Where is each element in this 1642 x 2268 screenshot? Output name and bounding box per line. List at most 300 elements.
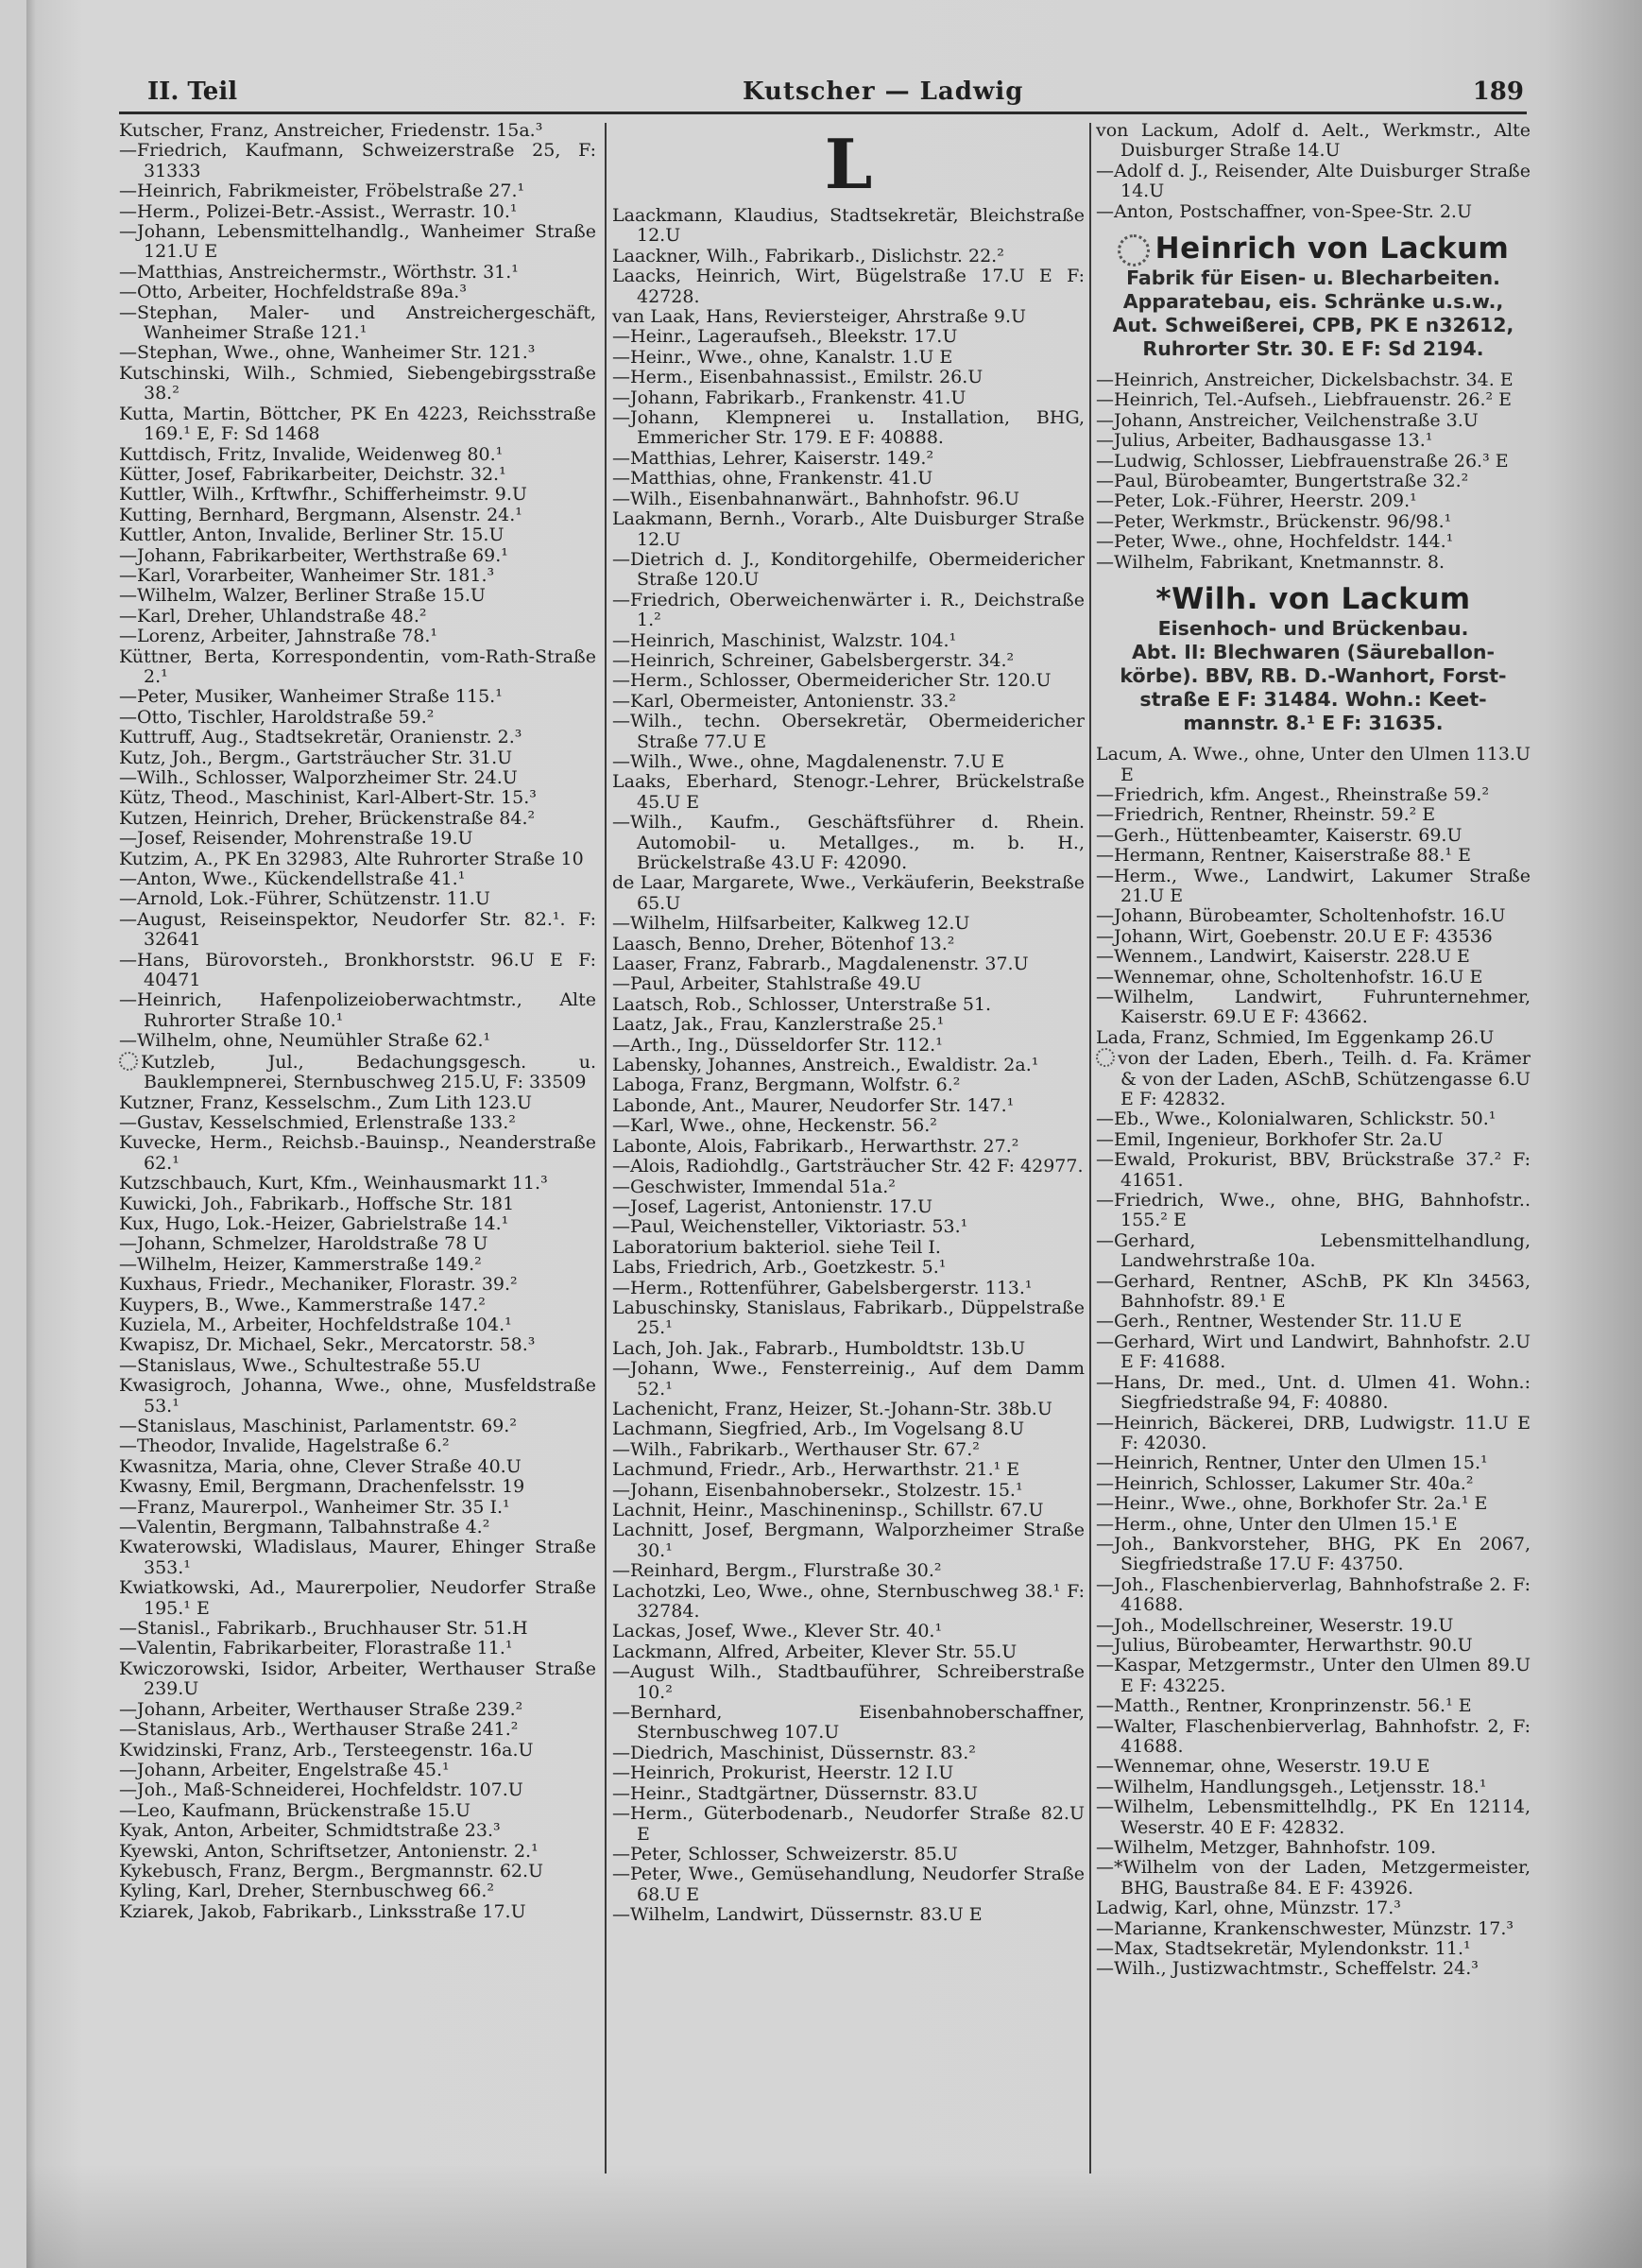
directory-entry <box>119 181 596 201</box>
directory-entry <box>612 712 1085 752</box>
directory-entry <box>1096 1332 1531 1373</box>
directory-entry <box>612 1279 1085 1298</box>
entry-text: —Wennemar, ohne, Weserstr. 19.U E <box>1096 1756 1430 1778</box>
directory-entry <box>612 651 1085 671</box>
wreath-icon <box>1096 1048 1115 1067</box>
entry-text: —Joh., Modellschreiner, Weserstr. 19.U <box>1096 1614 1454 1636</box>
entry-text: Laatsch, Rob., Schlosser, Unterstraße 51. <box>612 993 992 1015</box>
entry-text: Kux, Hugo, Lok.-Heizer, Gabrielstraße 14.¹ <box>119 1212 509 1234</box>
entry-text: —Matthias, Anstreichermstr., Wörthstr. 31.¹ <box>119 261 519 283</box>
directory-entry <box>612 974 1085 994</box>
entry-text: —Anton, Postschaffner, von-Spee-Str. 2.U <box>1096 200 1472 222</box>
directory-entry <box>1096 162 1531 202</box>
directory-entry <box>612 1561 1085 1581</box>
entry-text: —Johann, Arbeiter, Engelstraße 45.¹ <box>119 1759 450 1780</box>
entry-text: —Julius, Arbeiter, Badhausgasse 13.¹ <box>1096 430 1433 452</box>
directory-entry <box>119 343 596 363</box>
directory-entry <box>612 1036 1085 1056</box>
entry-text: —Wilhelm, Metzger, Bahnhofstr. 109. <box>1096 1837 1437 1859</box>
directory-entry <box>119 465 596 485</box>
directory-entry <box>119 869 596 889</box>
directory-entry <box>119 364 596 404</box>
directory-entry <box>1096 1636 1531 1656</box>
directory-entry <box>119 1275 596 1295</box>
entry-text: —Peter, Schlosser, Schweizerstr. 85.U <box>612 1843 958 1864</box>
entry-text: Kyewski, Anton, Schriftsetzer, Antonienstr. 2.¹ <box>119 1840 539 1862</box>
entry-text: —Wilh., techn. Obersekretär, Obermeidericher Straße 77.U E <box>612 711 1085 752</box>
directory-entry <box>1096 431 1531 451</box>
column-divider <box>1089 123 1091 2174</box>
ad-line: Fabrik für Eisen- u. Blecharbeiten. <box>1126 266 1500 290</box>
directory-entry <box>612 1622 1085 1641</box>
entry-text: —Herm., Güterbodenarb., Neudorfer Straße 82.U E <box>612 1803 1085 1845</box>
directory-entry <box>119 1761 596 1780</box>
directory-entry <box>119 809 596 829</box>
wreath-icon <box>1118 234 1150 266</box>
entry-text: —Wilhelm, Hilfsarbeiter, Kalkweg 12.U <box>612 913 970 935</box>
entry-text: —Eb., Wwe., Kolonialwaren, Schlickstr. 50.¹ <box>1096 1108 1497 1130</box>
directory-entry <box>612 1116 1085 1136</box>
entry-text: Kutzner, Franz, Kesselschm., Zum Lith 123.U <box>119 1091 533 1113</box>
entry-text: Laackner, Wilh., Fabrikarb., Dislichstr. 22.² <box>612 245 1004 266</box>
directory-entry <box>1096 1373 1531 1414</box>
ad-line: Abt. II: Blechwaren (Säureballon- <box>1132 641 1495 664</box>
directory-entry <box>612 1157 1085 1177</box>
entry-text: —Joh., Flaschenbierverlag, Bahnhofstraße 2. F: 41688. <box>1096 1573 1531 1616</box>
directory-entry <box>612 1419 1085 1439</box>
directory-entry <box>119 910 596 951</box>
entry-text: —Heinr., Wwe., ohne, Borkhofer Str. 2a.¹ E <box>1096 1493 1488 1515</box>
directory-entry <box>119 748 596 768</box>
directory-entry <box>612 1258 1085 1278</box>
entry-text: —Hans, Bürovorsteh., Bronkhorststr. 96.U E F: 40471 <box>119 949 596 991</box>
directory-entry <box>1096 846 1531 866</box>
directory-entry <box>1096 745 1531 785</box>
entry-text: Kwapisz, Dr. Michael, Sekr., Mercatorstr. 58.³ <box>119 1334 536 1356</box>
directory-entry <box>119 829 596 849</box>
directory-entry <box>119 1376 596 1417</box>
entry-text: —Wilhelm, Heizer, Kammerstraße 149.² <box>119 1253 482 1275</box>
entry-text: —Johann, Eisenbahnobersekr., Stolzestr. 15.¹ <box>612 1479 1023 1501</box>
directory-entry <box>1096 532 1531 552</box>
entry-text: —Karl, Obermeister, Antonienstr. 33.² <box>612 690 956 712</box>
directory-entry <box>119 1335 596 1355</box>
entry-text: —Matthias, ohne, Frankenstr. 41.U <box>612 468 933 490</box>
entry-text: Kuttdisch, Fritz, Invalide, Weidenweg 80.¹ <box>119 443 504 465</box>
directory-entry <box>612 995 1085 1015</box>
directory-entry <box>119 1052 596 1093</box>
directory-entry <box>612 1015 1085 1035</box>
directory-entry <box>119 485 596 505</box>
directory-entry <box>1096 1048 1531 1109</box>
directory-entry <box>119 1619 596 1639</box>
entry-text: —Joh., Maß-Schneiderei, Hochfeldstr. 107.U <box>119 1779 523 1801</box>
entry-text: —Peter, Werkmstr., Brückenstr. 96/98.¹ <box>1096 510 1452 532</box>
entry-text: —Diedrich, Maschinist, Düssernstr. 83.² <box>612 1742 976 1763</box>
entry-text: —Wilhelm, Handlungsgeh., Letjensstr. 18.¹ <box>1096 1776 1487 1797</box>
directory-entry <box>612 206 1085 247</box>
directory-entry <box>119 1498 596 1518</box>
directory-entry <box>1096 1939 1531 1959</box>
directory-entry <box>612 1096 1085 1116</box>
entry-text: —Gustav, Kesselschmied, Erlenstraße 133.² <box>119 1111 516 1133</box>
page-header <box>147 77 1524 112</box>
entry-text: —Stephan, Maler- und Anstreichergeschäft, Wanheimer Straße 121.¹ <box>119 301 596 344</box>
directory-entry <box>612 1481 1085 1501</box>
entry-text: —Paul, Weichensteller, Viktoriastr. 53.¹ <box>612 1216 968 1238</box>
entry-text: Lada, Franz, Schmied, Im Eggenkamp 26.U <box>1096 1026 1495 1048</box>
directory-entry <box>612 509 1085 550</box>
entry-text: Kuwicki, Joh., Fabrikarb., Hoffsche Str. 181 <box>119 1193 515 1214</box>
directory-entry <box>1096 1414 1531 1454</box>
directory-entry <box>119 1417 596 1436</box>
directory-entry <box>119 222 596 263</box>
directory-entry <box>119 1315 596 1335</box>
directory-entry <box>119 263 596 283</box>
column-right <box>1096 121 1531 1980</box>
entry-text: Lacum, A. Wwe., ohne, Unter den Ulmen 113.U E <box>1096 744 1531 785</box>
entry-text: —Wilhelm, Fabrikant, Knetmannstr. 8. <box>1096 551 1445 573</box>
directory-entry <box>119 1902 596 1922</box>
entry-text: —Otto, Tischler, Haroldstraße 59.² <box>119 706 435 728</box>
directory-entry <box>119 788 596 808</box>
entry-text: —Heinrich, Maschinist, Walzstr. 104.¹ <box>612 629 957 651</box>
directory-entry <box>1096 1231 1531 1272</box>
entry-text: —Paul, Bürobeamter, Bungertstraße 32.² <box>1096 471 1469 492</box>
entry-text: —Stanisl., Fabrikarb., Bruchhauser Str. 51.H <box>119 1618 528 1640</box>
entry-text: —Matth., Rentner, Kronprinzenstr. 56.¹ E <box>1096 1695 1472 1717</box>
entry-text: —Johann, Arbeiter, Werthauser Straße 239.² <box>119 1698 523 1720</box>
entry-text: Laaser, Franz, Fabrarb., Magdalenenstr. 37.U <box>612 954 1029 975</box>
directory-entry <box>1096 472 1531 491</box>
directory-entry <box>612 1177 1085 1197</box>
directory-entry <box>1096 202 1531 222</box>
entry-text: —Valentin, Fabrikarbeiter, Florastraße 11.¹ <box>119 1638 513 1659</box>
entry-text: —Ludwig, Schlosser, Liebfrauenstraße 26.³ E <box>1096 450 1509 472</box>
entry-text: —Bernhard, Eisenbahnoberschaffner, Sternbuschweg 107.U <box>612 1702 1085 1744</box>
ad-line: straße E F: 31484. Wohn.: Keet- <box>1139 688 1487 712</box>
directory-entry <box>119 1234 596 1254</box>
directory-entry <box>1096 785 1531 805</box>
entry-text: —Herm., Schlosser, Obermeidericher Str. 120.U <box>612 670 1052 692</box>
entry-text: Laasch, Benno, Dreher, Bötenhof 13.² <box>612 933 955 954</box>
directory-entry <box>1096 1028 1531 1048</box>
running-head: Kutscher — Ladwig <box>743 77 1024 106</box>
section-letter: L <box>824 124 873 204</box>
directory-entry <box>119 1133 596 1174</box>
entry-text: Labs, Friedrich, Arb., Goetzkestr. 5.¹ <box>612 1257 947 1279</box>
entry-text: —Karl, Wwe., ohne, Heckenstr. 56.² <box>612 1115 937 1137</box>
entry-text: —Stanislaus, Wwe., Schultestraße 55.U <box>119 1354 481 1376</box>
entry-text: —Alois, Radiohdlg., Gartsträucher Str. 42 F: 42977. <box>612 1156 1084 1177</box>
directory-entry <box>119 708 596 728</box>
directory-entry <box>612 813 1085 873</box>
advertisement-wilh-von-lackum <box>1096 582 1531 735</box>
entry-text: —Heinrich, Rentner, Unter den Ulmen 15.¹ <box>1096 1452 1488 1474</box>
directory-entry <box>612 1582 1085 1623</box>
directory-entry <box>1096 1919 1531 1939</box>
entry-text: Kütz, Theod., Maschinist, Karl-Albert-Str. 15.³ <box>119 787 537 809</box>
entry-text: —Stephan, Wwe., ohne, Wanheimer Str. 121.³ <box>119 342 536 364</box>
ad-line: Apparatebau, eis. Schränke u.s.w., <box>1122 290 1504 314</box>
entry-text: —Johann, Schmelzer, Haroldstraße 78 U <box>119 1233 488 1255</box>
ad-line: Aut. Schweißerei, CPB, PK E n32612, <box>1112 314 1514 337</box>
entry-text: —Dietrich d. J., Konditorgehilfe, Obermeidericher Straße 120.U <box>612 548 1085 591</box>
entry-text: —Heinrich, Bäckerei, DRB, Ludwigstr. 11.U E F: 42030. <box>1096 1412 1531 1453</box>
entry-text: —Heinr., Lageraufseh., Bleekstr. 17.U <box>612 326 958 348</box>
entry-text: —Josef, Reisender, Mohrenstraße 19.U <box>119 828 473 850</box>
directory-entry <box>1096 1453 1531 1473</box>
entry-text: Lachnitt, Josef, Bergmann, Walporzheimer Straße 30.¹ <box>612 1520 1085 1561</box>
directory-entry <box>612 1763 1085 1783</box>
column-divider <box>605 123 607 2174</box>
directory-entry <box>612 469 1085 489</box>
entry-text: —Franz, Maurerpol., Wanheimer Str. 35 I.¹ <box>119 1496 510 1518</box>
entry-text: Kuvecke, Herm., Reichsb.-Bauinsp., Neanderstraße 62.¹ <box>119 1132 596 1174</box>
entry-text: —Peter, Lok.-Führer, Heerstr. 209.¹ <box>1096 490 1417 512</box>
directory-entry <box>1096 867 1531 907</box>
directory-entry <box>612 1137 1085 1157</box>
entry-text: —Heinr., Wwe., ohne, Kanalstr. 1.U E <box>612 346 953 368</box>
directory-entry <box>612 591 1085 631</box>
directory-entry <box>119 1741 596 1761</box>
directory-entry <box>612 1703 1085 1744</box>
entry-text: Laaks, Eberhard, Stenogr.-Lehrer, Brückelstraße 45.U E <box>612 771 1085 813</box>
directory-entry <box>612 1217 1085 1237</box>
entry-text: —Wilh., Kaufm., Geschäftsführer d. Rhein. Automobil- u. Metallges., m. b. H., Brückelstraße 43.U F: 42090. <box>612 812 1085 873</box>
directory-entry <box>1096 1535 1531 1575</box>
entry-text: —Arth., Ing., Düsseldorfer Str. 112.¹ <box>612 1034 943 1056</box>
directory-entry <box>612 1662 1085 1703</box>
entry-text: —Kaspar, Metzgermstr., Unter den Ulmen 89.U E F: 43225. <box>1096 1655 1531 1696</box>
directory-entry <box>1096 121 1531 162</box>
directory-entry <box>119 1538 596 1578</box>
entry-text: —Johann, Lebensmittelhandlg., Wanheimer Straße 121.U E <box>119 221 596 263</box>
entry-text: Kutschinski, Wilh., Schmied, Siebengebirgsstraße 38.² <box>119 362 596 404</box>
entry-text: Kykebusch, Franz, Bergm., Bergmannstr. 62.U <box>119 1860 544 1881</box>
directory-entry <box>612 1298 1085 1339</box>
directory-entry <box>119 506 596 525</box>
entry-text: —Wilh., Wwe., ohne, Magdalenenstr. 7.U E <box>612 750 1005 772</box>
directory-entry <box>119 1194 596 1214</box>
directory-entry <box>612 388 1085 408</box>
entry-text: Kwiczorowski, Isidor, Arbeiter, Werthauser Straße 239.U <box>119 1658 596 1700</box>
entry-text: —*Wilhelm von der Laden, Metzgermeister, BHG, Baustraße 84. E F: 43926. <box>1096 1857 1531 1899</box>
entry-text: —Johann, Fabrikarb., Frankenstr. 41.U <box>612 387 966 408</box>
directory-entry <box>1096 1515 1531 1535</box>
entry-text: —Peter, Wwe., Gemüsehandlung, Neudorfer Straße 68.U E <box>612 1864 1085 1905</box>
directory-entry <box>119 445 596 465</box>
directory-entry <box>612 873 1085 914</box>
directory-entry <box>1096 1575 1531 1616</box>
entry-text: Laboga, Franz, Bergmann, Wolfstr. 6.² <box>612 1074 961 1096</box>
entry-text: van Laak, Hans, Reviersteiger, Ahrstraße 9.U <box>612 306 1026 328</box>
directory-entry <box>612 772 1085 813</box>
column-middle <box>612 121 1085 1926</box>
column-left <box>119 121 596 1922</box>
directory-entry <box>1096 1899 1531 1918</box>
directory-entry <box>119 1477 596 1497</box>
directory-entry <box>119 1659 596 1700</box>
entry-text: von der Laden, Eberh., Teilh. d. Fa. Krämer & von der Laden, ASchB, Schützengasse 6.U E F: 42832. <box>1118 1048 1531 1109</box>
ad-line: körbe). BBV, RB. D.-Wanhort, Forst- <box>1120 664 1507 688</box>
entry-text: Kuttler, Anton, Invalide, Berliner Str. 15.U <box>119 524 505 546</box>
directory-entry <box>1096 370 1531 390</box>
directory-entry <box>119 303 596 344</box>
entry-text: Kutz, Joh., Bergm., Gartsträucher Str. 31.U <box>119 747 513 768</box>
directory-entry <box>1096 1757 1531 1777</box>
entry-text: Kyling, Karl, Dreher, Sternbuschweg 66.² <box>119 1881 495 1902</box>
entry-text: —Arnold, Lok.-Führer, Schützenstr. 11.U <box>119 888 490 910</box>
entry-text: Kütter, Josef, Fabrikarbeiter, Deichstr. 32.¹ <box>119 463 506 485</box>
entry-text: —Johann, Wwe., Fensterreinig., Auf dem Damm 52.¹ <box>612 1358 1085 1400</box>
directory-entry <box>119 1031 596 1051</box>
directory-entry <box>1096 512 1531 532</box>
directory-entry <box>612 327 1085 347</box>
entry-text: —Lorenz, Arbeiter, Jahnstraße 78.¹ <box>119 626 437 647</box>
entry-text: —Paul, Arbeiter, Stahlstraße 49.U <box>612 973 922 995</box>
entry-text: —Heinrich, Schreiner, Gabelsbergerstr. 34.² <box>612 649 1015 671</box>
directory-entry <box>1096 1778 1531 1797</box>
entry-text: —Wilhelm, Landwirt, Düssernstr. 83.U E <box>612 1904 983 1926</box>
directory-entry <box>119 1457 596 1477</box>
directory-entry <box>1096 553 1531 573</box>
entry-text: Lackmann, Alfred, Arbeiter, Klever Str. 55.U <box>612 1641 1018 1662</box>
directory-entry <box>612 954 1085 974</box>
entry-text: —Stanislaus, Maschinist, Parlamentstr. 69.² <box>119 1416 517 1436</box>
entry-text: Kutzen, Heinrich, Dreher, Brückenstraße 84.² <box>119 807 536 829</box>
wreath-icon <box>119 1052 138 1071</box>
directory-entry <box>119 1780 596 1800</box>
directory-entry <box>119 1296 596 1315</box>
entry-text: —Wennemar, ohne, Scholtenhofstr. 16.U E <box>1096 966 1483 988</box>
directory-page <box>26 0 1642 2268</box>
directory-entry <box>1096 1109 1531 1129</box>
entry-text: —Karl, Dreher, Uhlandstraße 48.² <box>119 605 427 627</box>
directory-entry <box>612 914 1085 934</box>
entry-text: —Adolf d. J., Reisender, Alte Duisburger Straße 14.U <box>1096 160 1531 202</box>
entry-text: Kuypers, B., Wwe., Kammerstraße 147.² <box>119 1294 486 1315</box>
entry-text: —Herm., Rottenführer, Gabelsbergerstr. 113.¹ <box>612 1277 1033 1298</box>
directory-entry <box>1096 452 1531 472</box>
entry-text: —Josef, Lagerist, Antonienstr. 17.U <box>612 1195 932 1217</box>
entry-text: Laackmann, Klaudius, Stadtsekretär, Bleichstraße 12.U <box>612 205 1085 247</box>
entry-text: —Valentin, Bergmann, Talbahnstraße 4.² <box>119 1517 490 1538</box>
ad-title: Heinrich von Lackum <box>1155 232 1510 266</box>
directory-entry <box>612 1400 1085 1419</box>
directory-entry <box>612 307 1085 327</box>
entry-text: Kyak, Anton, Arbeiter, Schmidtstraße 23.³ <box>119 1820 501 1842</box>
entry-text: Kuttler, Wilh., Krftwfhr., Schifferheimstr. 9.U <box>119 484 527 506</box>
page-shadow <box>26 2164 1642 2268</box>
entry-text: —Herm., ohne, Unter den Ulmen 15.¹ E <box>1096 1513 1458 1535</box>
directory-entry <box>612 1784 1085 1804</box>
entry-text: Lachotzki, Leo, Wwe., ohne, Sternbuschweg 38.¹ F: 32784. <box>612 1580 1085 1623</box>
entry-text: —Herm., Polizei-Betr.-Assist., Werrastr. 10.¹ <box>119 200 518 222</box>
entry-text: —Wilh., Justizwachtmstr., Scheffelstr. 24.³ <box>1096 1958 1479 1980</box>
directory-entry <box>1096 1272 1531 1313</box>
entry-text: —Hans, Dr. med., Unt. d. Ulmen 41. Wohn.: Siegfriedstraße 94, F: 40880. <box>1096 1371 1531 1414</box>
directory-entry <box>119 283 596 302</box>
entry-text: —Wennem., Landwirt, Kaiserstr. 228.U E <box>1096 946 1470 968</box>
entry-text: Lachnit, Heinr., Maschineninsp., Schillstr. 67.U <box>612 1500 1044 1521</box>
entry-text: —Walter, Flaschenbierverlag, Bahnhofstr. 2, F: 41688. <box>1096 1715 1531 1757</box>
entry-text: —August Wilh., Stadtbauführer, Schreiberstraße 10.² <box>612 1661 1085 1703</box>
directory-entry <box>1096 411 1531 431</box>
directory-entry <box>119 404 596 445</box>
entry-text: Laatz, Jak., Frau, Kanzlerstraße 25.¹ <box>612 1014 945 1036</box>
entry-text: —Karl, Vorarbeiter, Wanheimer Str. 181.³ <box>119 564 495 586</box>
directory-entry <box>119 1862 596 1881</box>
entry-text: Labonte, Alois, Fabrikarb., Herwarthstr. 27.² <box>612 1135 1019 1157</box>
entry-text: —Hermann, Rentner, Kaiserstraße 88.¹ E <box>1096 845 1471 867</box>
entry-text: —Anton, Wwe., Kückendellstraße 41.¹ <box>119 868 466 890</box>
entry-text: Kwasny, Emil, Bergmann, Drachenfelsstr. 19 <box>119 1476 525 1498</box>
directory-entry <box>119 951 596 991</box>
directory-entry <box>612 752 1085 772</box>
entry-text: Laboratorium bakteriol. siehe Teil I. <box>612 1236 941 1258</box>
directory-entry <box>612 671 1085 691</box>
header-rule <box>119 112 1527 114</box>
directory-entry <box>119 728 596 747</box>
entry-text: —Max, Stadtsekretär, Mylendonkstr. 11.¹ <box>1096 1938 1471 1960</box>
entry-text: Lackas, Josef, Wwe., Klever Str. 40.¹ <box>612 1621 943 1642</box>
directory-entry <box>612 631 1085 651</box>
entry-text: —Wilhelm, Landwirt, Fuhrunternehmer, Kaiserstr. 69.U E F: 43662. <box>1096 986 1531 1028</box>
directory-entry <box>612 1864 1085 1905</box>
entry-text: Kwasigroch, Johanna, Wwe., ohne, Musfeldstraße 53.¹ <box>119 1375 596 1417</box>
directory-entry <box>119 141 596 181</box>
directory-entry <box>119 1214 596 1234</box>
entry-text: —Heinrich, Fabrikmeister, Fröbelstraße 27.¹ <box>119 180 525 202</box>
directory-entry <box>119 768 596 788</box>
directory-entry <box>1096 1959 1531 1979</box>
entry-text: Labuschinsky, Stanislaus, Fabrikarb., Düppelstraße 25.¹ <box>612 1297 1085 1339</box>
entry-text: Lachmund, Friedr., Arb., Herwarthstr. 21.¹ E <box>612 1459 1020 1481</box>
directory-entry <box>1096 1656 1531 1696</box>
entry-text: —Johann, Fabrikarbeiter, Werthstraße 69.¹ <box>119 544 508 566</box>
entry-text: —Friedrich, Rentner, Rheinstr. 59.² E <box>1096 804 1436 826</box>
directory-entry <box>1096 906 1531 926</box>
directory-entry <box>119 990 596 1031</box>
entry-text: de Laar, Margarete, Wwe., Verkäuferin, Beekstraße 65.U <box>612 872 1085 914</box>
directory-entry <box>1096 1130 1531 1150</box>
directory-entry <box>612 408 1085 449</box>
entry-text: Kutting, Bernhard, Bergmann, Alsenstr. 24.¹ <box>119 504 522 525</box>
directory-entry <box>612 1440 1085 1460</box>
entry-text: —Geschwister, Immendal 51a.² <box>612 1176 896 1197</box>
entry-text: —Gerhard, Rentner, ASchB, PK Kln 34563, Bahnhofstr. 89.¹ E <box>1096 1270 1531 1313</box>
directory-entry <box>119 1113 596 1133</box>
entry-text: —Julius, Bürobeamter, Herwarthstr. 90.U <box>1096 1634 1473 1656</box>
directory-entry <box>119 1720 596 1740</box>
entry-text: Kutzim, A., PK En 32983, Alte Ruhrorter Straße 10 <box>119 848 584 869</box>
directory-entry <box>1096 988 1531 1028</box>
entry-text: —Gerh., Hüttenbeamter, Kaiserstr. 69.U <box>1096 824 1462 846</box>
directory-entry <box>119 546 596 566</box>
entry-text: Kutzschbauch, Kurt, Kfm., Weinhausmarkt 11.³ <box>119 1173 548 1194</box>
directory-entry <box>1096 805 1531 825</box>
directory-entry <box>119 1639 596 1658</box>
entry-text: Labensky, Johannes, Anstreich., Ewaldistr. 2a.¹ <box>612 1055 1039 1076</box>
directory-entry <box>119 889 596 909</box>
directory-entry <box>612 490 1085 509</box>
directory-entry <box>612 550 1085 591</box>
entry-text: —Otto, Arbeiter, Hochfeldstraße 89a.³ <box>119 282 467 303</box>
entry-text: Lach, Joh. Jak., Fabrarb., Humboldtstr. 13b.U <box>612 1337 1026 1359</box>
entry-text: —Friedrich, Kaufmann, Schweizerstraße 25, F: 31333 <box>119 140 596 181</box>
entry-text: Kwiatkowski, Ad., Maurerpolier, Neudorfer Straße 195.¹ E <box>119 1577 596 1619</box>
